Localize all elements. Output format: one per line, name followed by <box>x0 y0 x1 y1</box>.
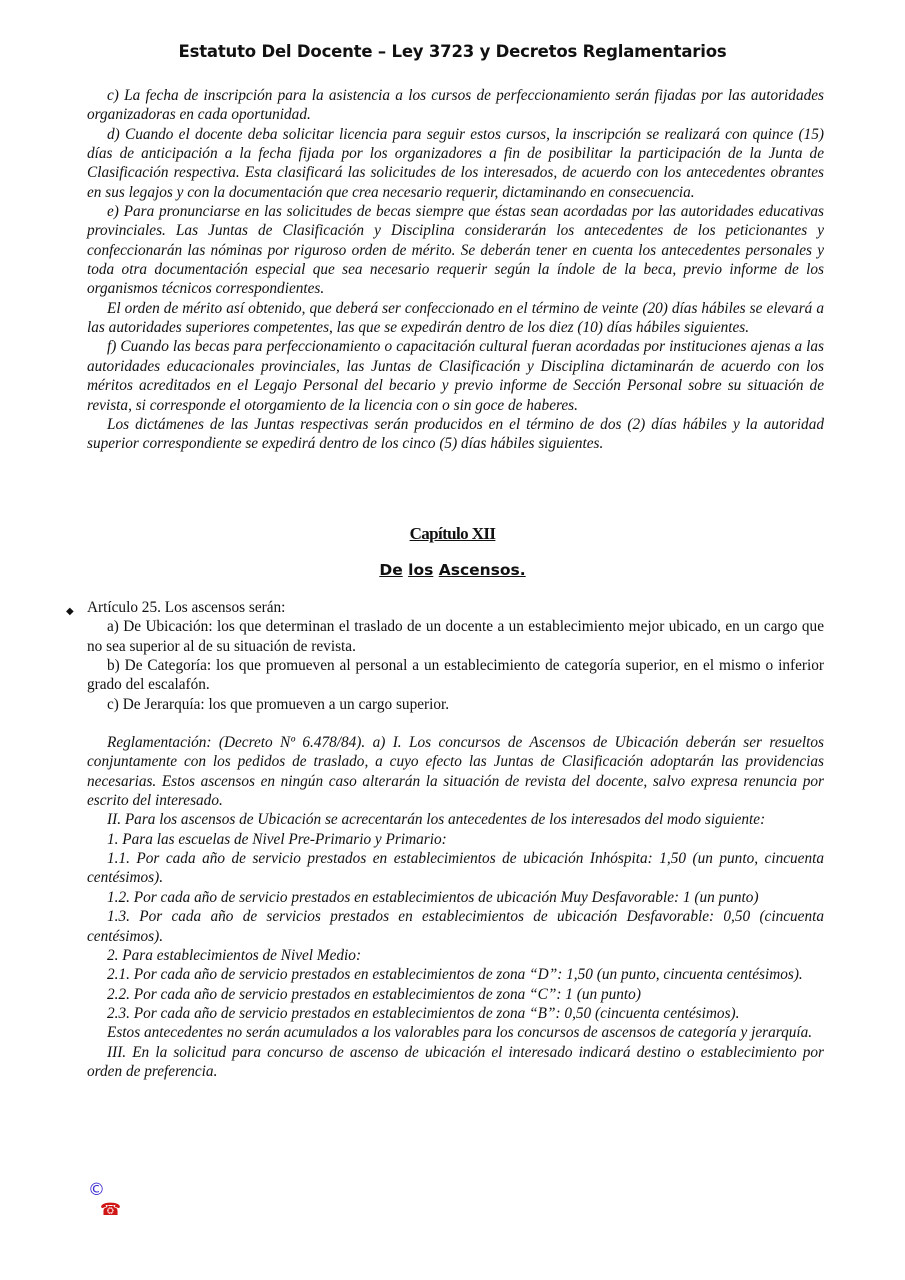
paragraph: 2.1. Por cada año de servicio prestados en establecimientos de zona “D”: 1,50 (un punto, cincuenta centésimos). <box>107 966 803 984</box>
paragraph: e) Para pronunciarse en las solicitudes de becas siempre que éstas sean acordadas por las autoridades educativas provinciales. Las Juntas de Clasificación y Disciplina considerarán los antecedentes de los peticionantes y confeccionarán las nóminas por riguroso orden de mérito. Se deberán tener en cuenta los antecedentes personales y toda otra documentación especial que sea necesario requerir según la índole de la beca, previo informe de los organismos técnicos correspondientes. <box>87 203 824 298</box>
section-top-text <box>87 86 824 454</box>
chapter-title: Capítulo XII <box>409 524 496 543</box>
paragraph: El orden de mérito así obtenido, que deberá ser confeccionado en el término de veinte (20) días hábiles se elevará a las autoridades superiores competentes, las que se expedirán dentro de los diez (10) días hábiles siguientes. <box>87 299 824 337</box>
article-heading-row <box>66 598 824 617</box>
paragraph: 2.2. Por cada año de servicio prestados en establecimientos de zona “C”: 1 (un punto) <box>107 985 641 1003</box>
chapter-subtitle <box>0 561 905 579</box>
paragraph: II. Para los ascensos de Ubicación se acrecentarán los antecedentes de los interesados del modo siguiente: <box>107 811 766 829</box>
phone-icon: ☎ <box>100 1200 122 1220</box>
subtitle-word: Ascensos. <box>438 561 526 579</box>
paragraph: 1.1. Por cada año de servicio prestados en establecimientos de ubicación Inhóspita: 1,50 (un punto, cincuenta centésimos). <box>87 850 824 887</box>
subtitle-word: los <box>408 561 434 579</box>
paragraph: 1. Para las escuelas de Nivel Pre-Primario y Primario: <box>107 830 447 848</box>
regulation-text <box>87 733 824 1081</box>
copyright-icon: © <box>88 1180 105 1200</box>
paragraph: 1.2. Por cada año de servicio prestados en establecimientos de ubicación Muy Desfavorable: 1 (un punto) <box>107 888 759 906</box>
paragraph: III. En la solicitud para concurso de ascenso de ubicación el interesado indicará destino o establecimiento por orden de preferencia. <box>87 1043 824 1080</box>
diamond-bullet-icon: ◆ <box>66 606 74 617</box>
paragraph: c) La fecha de inscripción para la asistencia a los cursos de perfeccionamiento serán fijadas por las autoridades organizadoras en cada oportunidad. <box>87 87 824 124</box>
article-section <box>66 598 824 1081</box>
paragraph: f) Cuando las becas para perfeccionamiento o capacitación cultural fueran acordadas por instituciones ajenas a las autoridades educacionales provinciales, las Juntas de Clasificación y Disciplina dictaminarán de acuerdo con los méritos acreditados en el Legajo Personal del becario y previo informe de Sección Personal sobre su situación de revista, si corresponde el otorgamiento de la licencia con o sin goce de haberes. <box>87 338 824 414</box>
paragraph: 2.3. Por cada año de servicio prestados en establecimientos de zona “B”: 0,50 (cincuenta centésimos). <box>107 1004 740 1022</box>
paragraph: 1.3. Por cada año de servicios prestados en establecimientos de ubicación Desfavorable: 0,50 (cincuenta centésimos). <box>87 908 824 945</box>
paragraph: Estos antecedentes no serán acumulados a los valorables para los concursos de ascensos de categoría y jerarquía. <box>107 1024 813 1042</box>
article-item: a) De Ubicación: los que determinan el traslado de un docente a un establecimiento mejor ubicado, en un cargo que no sea superior al de su situación de revista. <box>87 618 824 655</box>
article-item: c) De Jerarquía: los que promueven a un cargo superior. <box>107 695 450 713</box>
subtitle-word: De <box>379 561 403 579</box>
spacer <box>87 714 824 733</box>
paragraph: Los dictámenes de las Juntas respectivas serán producidos en el término de dos (2) días hábiles y la autoridad superior correspondiente se expedirá dentro de los cinco (5) días hábiles siguientes. <box>87 415 824 453</box>
article-item: b) De Categoría: los que promueven al personal a un establecimiento de categoría superior, en el mismo o inferior grado del escalafón. <box>87 657 824 694</box>
paragraph: 2. Para establecimientos de Nivel Medio: <box>107 946 362 964</box>
page-header-title: Estatuto Del Docente – Ley 3723 y Decretos Reglamentarios <box>178 42 727 61</box>
paragraph: d) Cuando el docente deba solicitar licencia para seguir estos cursos, la inscripción se realizará con quince (15) días de anticipación a la fecha fijada por los organizadores a fin de posibilitar la participación de la Junta de Clasificación respectiva. Esta clasificará las solicitudes de los interesados, de acuerdo con los antecedentes obrantes en sus legajos y con la documentación que crea necesario requerir, dictaminando en consecuencia. <box>87 125 824 201</box>
article-heading: Artículo 25. Los ascensos serán: <box>87 599 286 616</box>
paragraph: Reglamentación: (Decreto Nº 6.478/84). a) I. Los concursos de Ascensos de Ubicación deberán ser resueltos conjuntamente con los pedidos de traslado, a cuyo efecto las Juntas de Clasificación adoptarán las providencias necesarias. Estos ascensos en ningún caso alterarán la situación de revista del docente, salvo expresa renuncia por escrito del interesado. <box>87 734 824 810</box>
